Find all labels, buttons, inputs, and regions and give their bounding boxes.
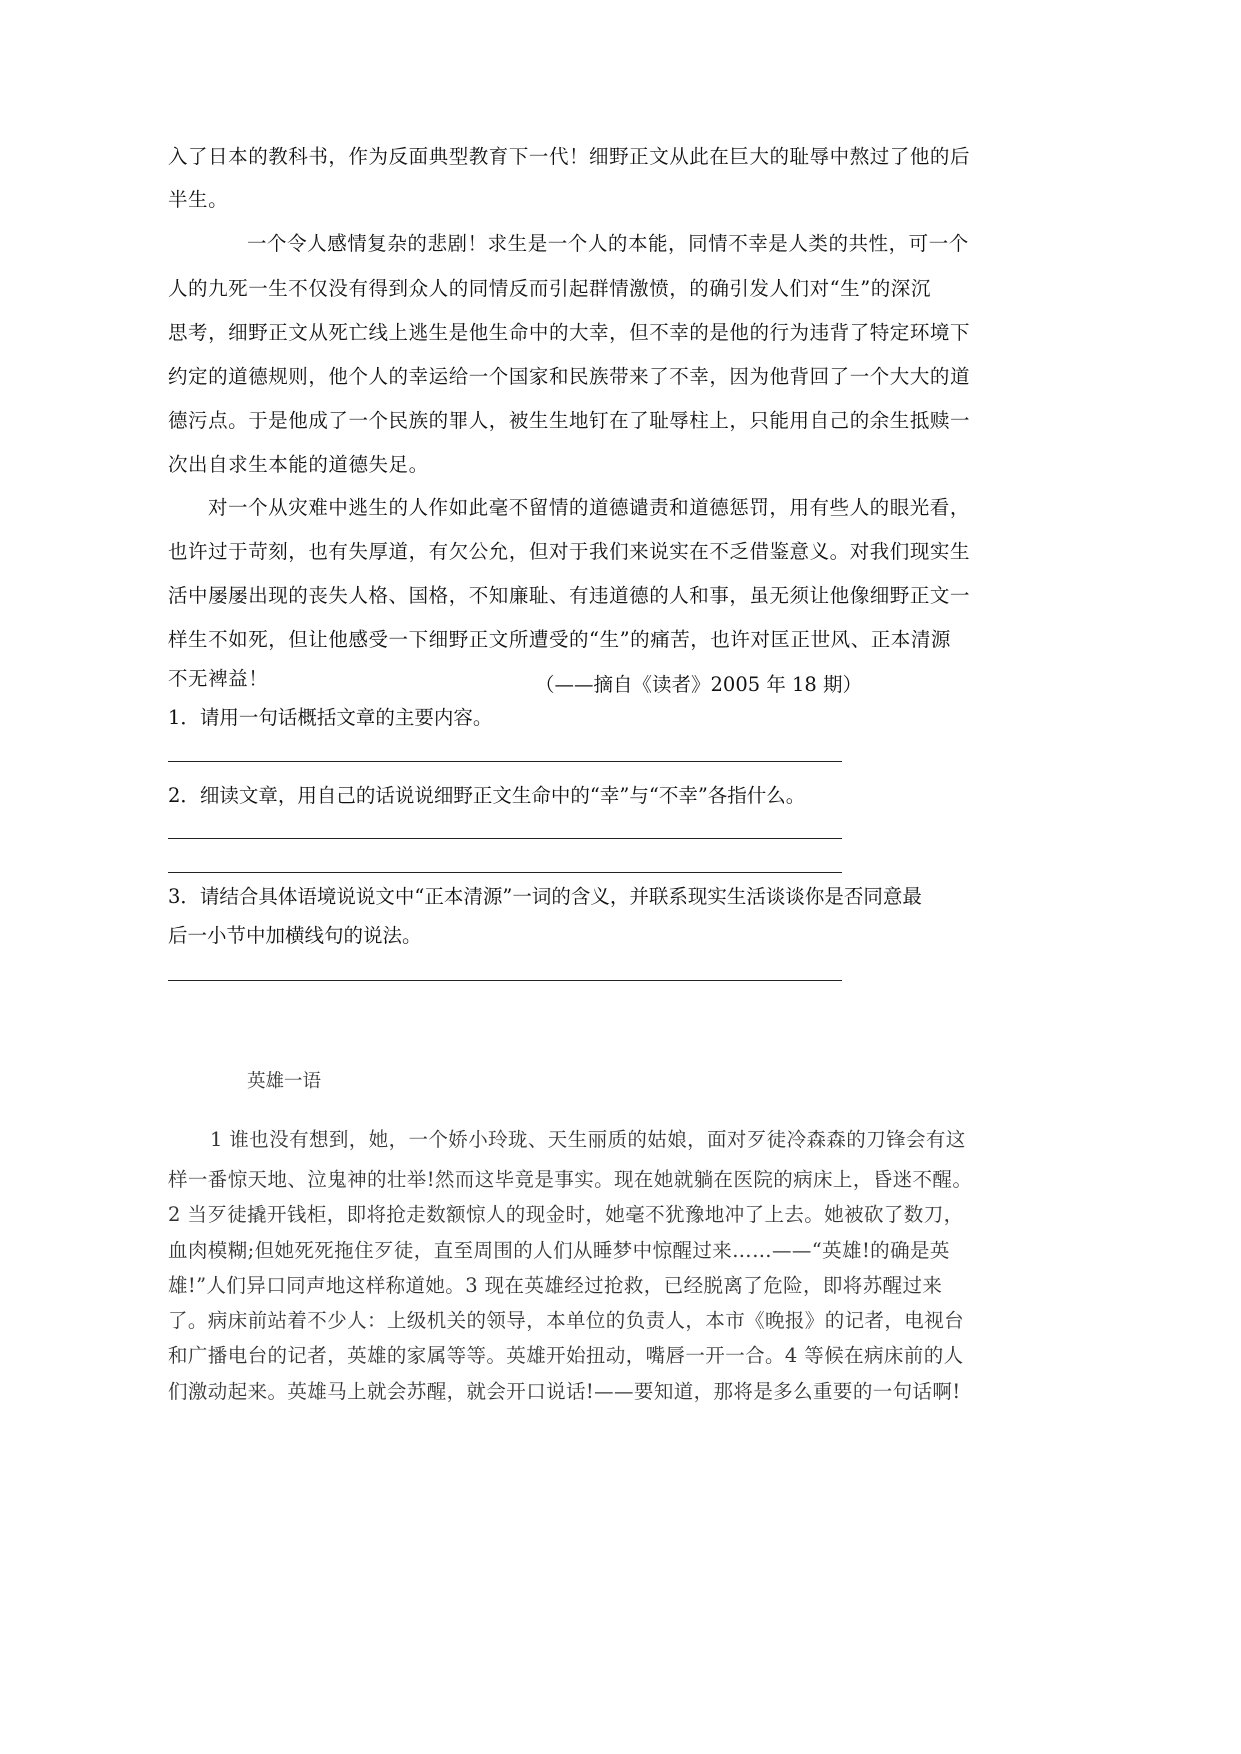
answer-line-2a[interactable] — [168, 838, 842, 839]
story-line: 血肉模糊;但她死死拖住歹徒，直至周围的人们从睡梦中惊醒过来……——“英雄!的确是英 — [168, 1239, 950, 1262]
article-line: 对一个从灾难中逃生的人作如此毫不留情的道德谴责和道德惩罚，用有些人的眼光看， — [208, 496, 970, 519]
article-line: 德污点。于是他成了一个民族的罪人，被生生地钉在了耻辱柱上，只能用自己的余生抵赎一 — [168, 409, 971, 432]
question-1: 1．请用一句话概括文章的主要内容。 — [168, 706, 493, 729]
article-line: 也许过于苛刻，也有失厚道，有欠公允，但对于我们来说实在不乏借鉴意义。对我们现实生 — [168, 540, 971, 563]
question-2: 2．细读文章，用自己的话说说细野正文生命中的“幸”与“不幸”各指什么。 — [168, 784, 806, 807]
question-3-line-2: 后一小节中加横线句的说法。 — [168, 924, 422, 947]
article-line: 思考，细野正文从死亡线上逃生是他生命中的大幸，但不幸的是他的行为违背了特定环境下 — [168, 321, 971, 344]
article-line: 半生。 — [168, 188, 229, 211]
story-title: 英雄一语 — [247, 1071, 322, 1092]
answer-line-2b[interactable] — [168, 872, 842, 873]
story-line: 2 当歹徒撬开钱柜，即将抢走数额惊人的现金时，她毫不犹豫地冲了上去。她被砍了数刀， — [168, 1203, 964, 1226]
article-line: 样生不如死，但让他感受一下细野正文所遭受的“生”的痛苦，也许对匡正世风、正本清源 — [168, 628, 951, 651]
article-line: 人的九死一生不仅没有得到众人的同情反而引起群情激愤，的确引发人们对“生”的深沉 — [168, 277, 931, 300]
story-line: 们激动起来。英雄马上就会苏醒，就会开口说话!——要知道，那将是多么重要的一句话啊! — [168, 1380, 961, 1403]
article-line: 不无裨益！ — [168, 667, 269, 690]
answer-line-3[interactable] — [168, 980, 842, 981]
article-line: 入了日本的教科书，作为反面典型教育下一代！细野正文从此在巨大的耻辱中熬过了他的后 — [168, 145, 971, 168]
article-line: 活中屡屡出现的丧失人格、国格，不知廉耻、有违道德的人和事，虽无须让他像细野正文一 — [168, 584, 971, 607]
story-line: 了。病床前站着不少人：上级机关的领导，本单位的负责人，本市《晚报》的记者，电视台 — [168, 1309, 965, 1332]
story-line: 1 谁也没有想到，她，一个娇小玲珑、天生丽质的姑娘，面对歹徒冷森森的刀锋会有这 — [210, 1128, 966, 1151]
answer-line-1[interactable] — [168, 761, 842, 762]
story-line: 和广播电台的记者，英雄的家属等等。英雄开始扭动，嘴唇一开一合。4 等候在病床前的人 — [168, 1344, 964, 1367]
article-line: 约定的道德规则，他个人的幸运给一个国家和民族带来了不幸，因为他背回了一个大大的道 — [168, 365, 971, 388]
question-3-line-1: 3．请结合具体语境说说文中“正本清源”一词的含义，并联系现实生活谈谈你是否同意最 — [168, 885, 922, 908]
article-line: 一个令人感情复杂的悲剧！求生是一个人的本能，同情不幸是人类的共性，可一个 — [247, 232, 969, 255]
article-line: 次出自求生本能的道德失足。 — [168, 453, 429, 476]
article-source: （——摘自《读者》2005 年 18 期） — [535, 673, 863, 696]
story-line: 雄!”人们异口同声地这样称道她。3 现在英雄经过抢救，已经脱离了危险，即将苏醒过来 — [168, 1274, 943, 1297]
story-line: 样一番惊天地、泣鬼神的壮举!然而这毕竟是事实。现在她就躺在医院的病床上，昏迷不醒。 — [168, 1168, 973, 1191]
